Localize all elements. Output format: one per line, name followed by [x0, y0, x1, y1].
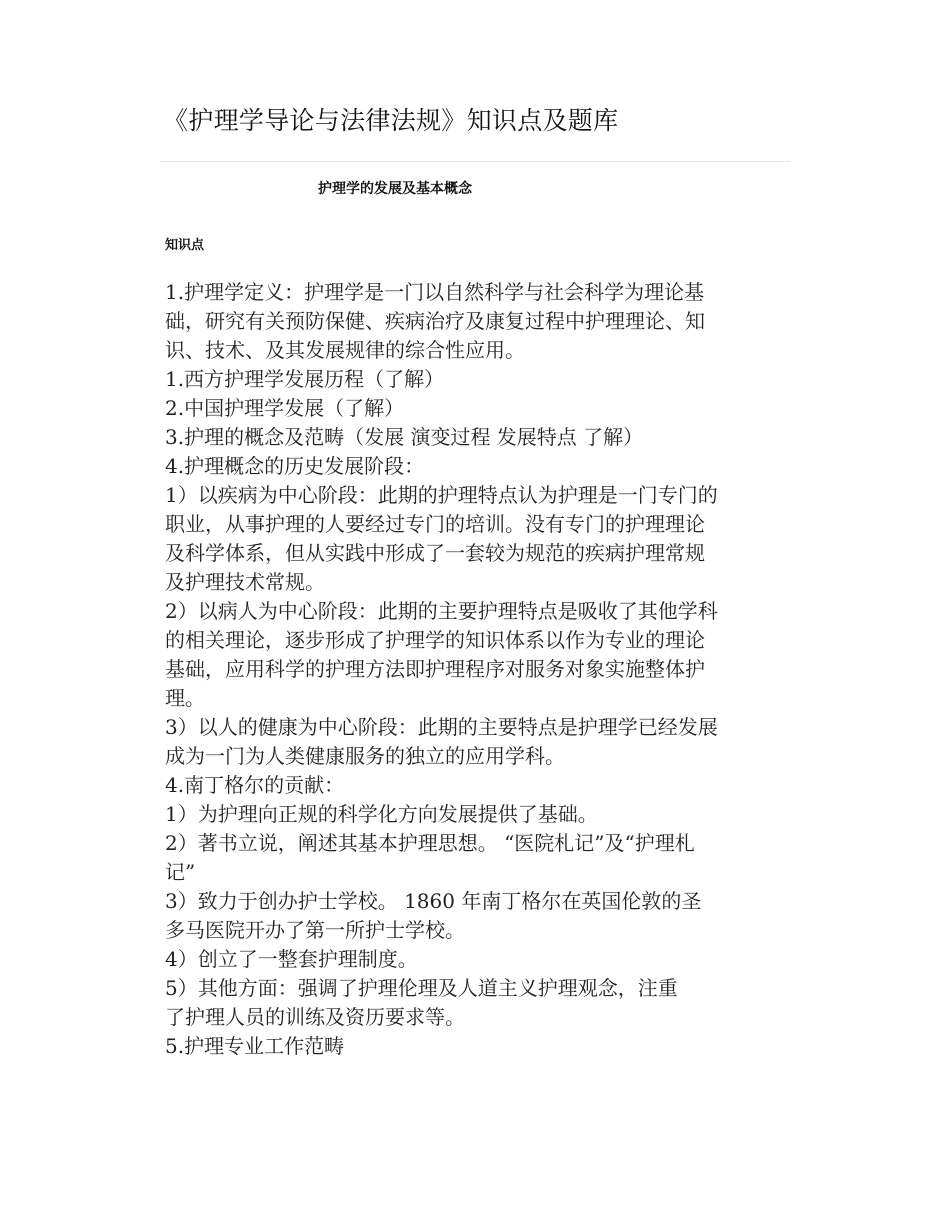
- text-line: 职业，从事护理的人要经过专门的培训。没有专门的护理理论: [165, 512, 705, 536]
- title-divider: [160, 161, 790, 162]
- text-line: 基础，应用科学的护理方法即护理程序对服务对象实施整体护: [165, 657, 705, 681]
- text-line: 1）以疾病为中心阶段：此期的护理特点认为护理是一门专门的: [165, 483, 718, 507]
- text-line: 的相关理论，逐步形成了护理学的知识体系以作为专业的理论: [165, 628, 705, 652]
- text-line: 3）致力于创办护士学校。 1860 年南丁格尔在英国伦敦的圣: [165, 889, 702, 913]
- text-line: 4）创立了一整套护理制度。: [165, 947, 418, 971]
- text-line: 4.南丁格尔的贡献：: [165, 773, 345, 797]
- document-title: 《护理学导论与法律法规》知识点及题库: [163, 106, 619, 135]
- text-line: 3.护理的概念及范畴（发展 演变过程 发展特点 了解）: [165, 425, 644, 449]
- text-line: 成为一门为人类健康服务的独立的应用学科。: [165, 744, 565, 768]
- text-line: 及科学体系，但从实践中形成了一套较为规范的疾病护理常规: [165, 541, 705, 565]
- text-line: 多马医院开办了第一所护士学校。: [165, 918, 465, 942]
- text-line: 了护理人员的训练及资历要求等。: [165, 1005, 465, 1029]
- text-line: 记”: [165, 860, 196, 884]
- text-line: 5）其他方面：强调了护理伦理及人道主义护理观念，注重: [165, 976, 678, 1000]
- text-line: 1.护理学定义：护理学是一门以自然科学与社会科学为理论基: [165, 280, 705, 304]
- text-line: 4.护理概念的历史发展阶段：: [165, 454, 425, 478]
- text-line: 2）以病人为中心阶段：此期的主要护理特点是吸收了其他学科: [165, 599, 718, 623]
- text-line: 理。: [165, 686, 205, 710]
- text-line: 1）为护理向正规的科学化方向发展提供了基础。: [165, 802, 598, 826]
- text-line: 2）著书立说，阐述其基本护理思想。 “医院札记”及“护理札: [165, 831, 695, 855]
- text-line: 1.西方护理学发展历程（了解）: [165, 367, 445, 391]
- text-line: 5.护理专业工作范畴: [165, 1034, 345, 1058]
- knowledge-points-heading: 知识点: [165, 238, 205, 253]
- text-line: 2.中国护理学发展（了解）: [165, 396, 405, 420]
- section-heading: 护理学的发展及基本概念: [318, 181, 472, 197]
- document-body: [165, 278, 790, 1061]
- text-line: 及护理技术常规。: [165, 570, 325, 594]
- text-line: 识、技术、及其发展规律的综合性应用。: [165, 338, 525, 362]
- text-line: 础，研究有关预防保健、疾病治疗及康复过程中护理理论、知: [165, 309, 705, 333]
- text-line: 3）以人的健康为中心阶段：此期的主要特点是护理学已经发展: [165, 715, 718, 739]
